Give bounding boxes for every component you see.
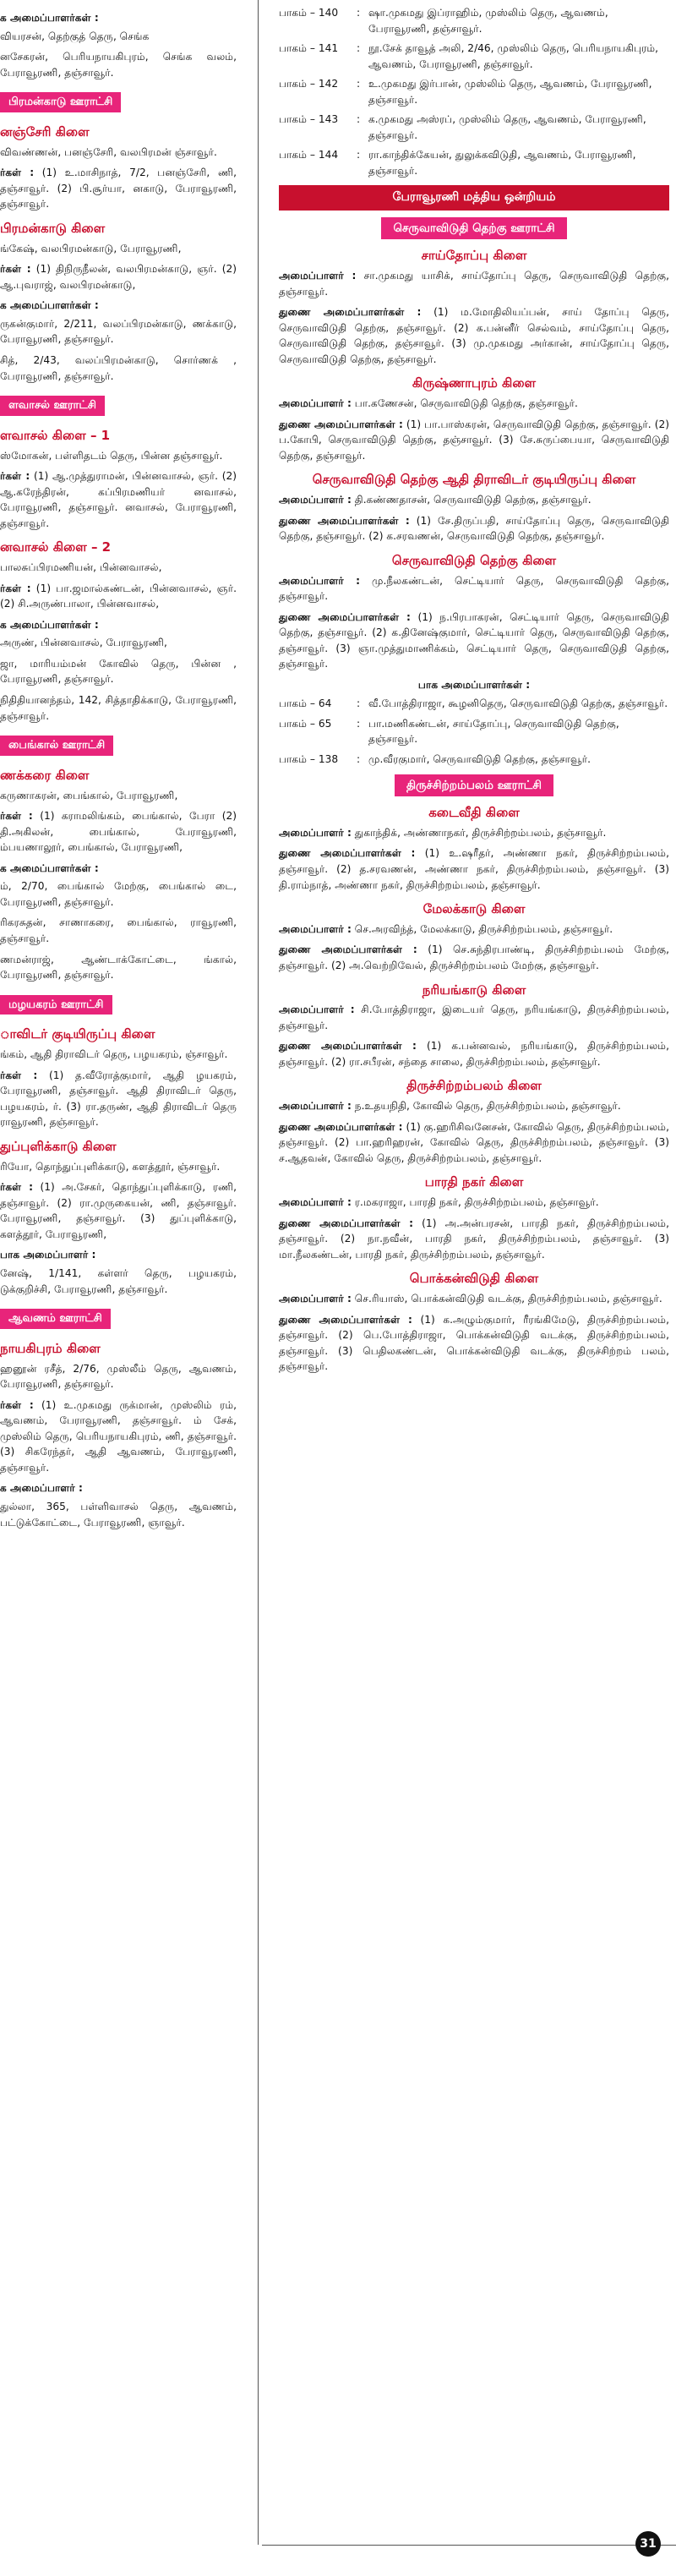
booth-number: பாகம் – 138 xyxy=(279,753,339,766)
role-label: அமைப்பாளர் : xyxy=(279,1293,352,1305)
role-label: துணை அமைப்பாளர்கள் : xyxy=(279,306,422,319)
booth-entry xyxy=(279,147,669,178)
member-paragraph xyxy=(0,1361,237,1392)
member-text: ர.மகராஜா, பாரதி நகர், திருச்சிற்றம்பலம், தஞ்சாவூர். xyxy=(351,1196,599,1209)
member-paragraph xyxy=(0,1266,237,1297)
role-label: அமைப்பாளர் : xyxy=(279,1100,352,1113)
member-paragraph xyxy=(279,573,669,604)
member-text: செ.ரியாஸ், பொக்கன்விடுதி வடக்கு, திருச்சிற்றம்பலம், தஞ்சாவூர். xyxy=(351,1293,662,1305)
panchayat-banner: ளவாசல் ஊராட்சி xyxy=(0,396,105,416)
booth-entry xyxy=(279,5,669,36)
role-label: அமைப்பாளர் : xyxy=(279,922,352,935)
member-paragraph xyxy=(0,145,237,161)
role-label: ர்கள் : xyxy=(0,263,31,276)
booth-details: வீ.போத்திராஜா, கூழனிதெரு, செருவாவிடுதி தெற்கு, தஞ்சாவூர். xyxy=(368,697,668,710)
member-text: னசேகரன், பெரியநாயகிபுரம், செங்க வலம், பேராவூரணி, தஞ்சாவூர். xyxy=(0,51,237,79)
branch-heading: ாவிடர் குடியிருப்பு கிளை xyxy=(0,1026,155,1042)
booth-colon: : xyxy=(357,78,361,90)
role-label: துணை அமைப்பாளர்கள் : xyxy=(279,610,411,623)
member-paragraph xyxy=(0,1179,237,1242)
booth-number: பாகம் – 140 xyxy=(279,7,339,19)
role-label: ர்கள் : xyxy=(0,1398,34,1411)
member-paragraph xyxy=(0,635,237,651)
member-paragraph xyxy=(279,1216,669,1263)
member-text: துல்லா, 365, பள்ளிவாசல் தெரு, ஆவணம், பட்டுக்கோட்டை, பேராவூரணி, ஞாவூர். xyxy=(0,1501,237,1529)
member-text: ஜா, மாரியம்மன் கோவில் தெரு, பின்ன , பேராவூரணி, தஞ்சாவூர். xyxy=(0,657,237,686)
member-paragraph xyxy=(279,1119,669,1167)
member-text: தி.கண்ணதாசன், செருவாவிடுதி தெற்கு, தஞ்சாவூர். xyxy=(351,494,592,506)
role-label: துணை அமைப்பாளர்கள் : xyxy=(279,1313,412,1326)
right-column xyxy=(272,0,669,2545)
booth-number: பாகம் – 144 xyxy=(279,149,339,161)
section-subheading: பாக அமைப்பாளர் : xyxy=(0,1249,96,1261)
role-label: ர்கள் : xyxy=(0,470,30,483)
member-text: (1) ம.மோதிலியப்பன், சாய் தோப்பு தெரு, செருவாவிடுதி தெற்கு, தஞ்சாவூர். (2) க.பன்னீர் செல்வம், சாய்தோப்பு தெரு, செருவாவிடுதி தெற்கு, தஞ்சாவூர். (3) மு.முகமது அர்கான், சாய்தோப்பு தெரு, செருவாவிடுதி தெற்கு, தஞ்சாவூர். xyxy=(279,306,669,365)
panchayat-banner: பிரமன்காடு ஊராட்சி xyxy=(0,92,121,112)
booth-number: பாகம் – 141 xyxy=(279,42,339,55)
member-text: (1) உ.ஷரீதர், அண்ணா நகர், திருச்சிற்றம்பலம், தஞ்சாவூர். (2) த.சரவணன், அண்ணா நகர், திருச்சிற்றம்பலம், தஞ்சாவூர். (3) தி.ராம்நாத், அண்ணா நகர், திருச்சிற்றம்பலம், தஞ்சாவூர். xyxy=(279,847,669,891)
member-text: ந.உதயநிதி, கோவில் தெரு, திருச்சிற்றம்பலம், தஞ்சாவூர். xyxy=(351,1100,621,1113)
panchayat-banner: திருச்சிற்றம்பலம் ஊராட்சி xyxy=(395,774,553,797)
role-label: அமைப்பாளர் : xyxy=(279,397,352,410)
member-text: ணமன்ராஜ், ஆண்டாக்கோட்டை, ங்கால், பேராவூரணி, தஞ்சாவூர். xyxy=(0,953,237,982)
union-banner: பேராவூரணி மத்திய ஒன்றியம் xyxy=(279,185,669,210)
role-label: அமைப்பாளர் : xyxy=(279,826,352,839)
member-paragraph xyxy=(0,49,237,80)
booth-details: பா.மணிகண்டன், சாய்தோப்பு, செருவாவிடுதி தெற்கு, தஞ்சாவூர். xyxy=(368,717,619,746)
member-paragraph xyxy=(279,396,669,412)
booth-details: நூ.சேக் தாவூத் அலி, 2/46, முஸ்லிம் தெரு, பெரியநாயகிபுரம், ஆவணம், பேராவூரணி, தஞ்சாவூர். xyxy=(368,42,659,70)
member-paragraph xyxy=(0,560,237,576)
member-paragraph xyxy=(279,1291,669,1307)
role-label: ர்கள் : xyxy=(0,1069,38,1081)
booth-colon: : xyxy=(357,42,361,55)
member-text: (1) கு.ஹரிசிவனேசன், கோவில் தெரு, திருச்சிற்றம்பலம், தஞ்சாவூர். (2) பா.ஹரிஹரன், கோவில் தெரு, திருச்சிற்றம்பலம், தஞ்சாவூர். (3) ச.ஆதவன், கோவில் தெரு, திருச்சிற்றம்பலம், தஞ்சாவூர். xyxy=(279,1120,669,1164)
member-paragraph xyxy=(279,1002,669,1033)
member-paragraph xyxy=(0,241,237,257)
member-paragraph xyxy=(279,922,669,938)
booth-details: க.முகமது அஸ்ரப், முஸ்லிம் தெரு, ஆவணம், பேராவூரணி, தஞ்சாவூர். xyxy=(368,113,646,141)
section-subheading: க அமைப்பாளர்கள் : xyxy=(0,12,99,24)
member-paragraph xyxy=(279,610,669,672)
member-text: மு.நீலகண்டன், செட்டியார் தெரு, செருவாவிடுதி தெற்கு, தஞ்சாவூர். xyxy=(279,574,669,603)
branch-heading: பாரதி நகர் கிளை xyxy=(424,1174,524,1190)
member-text: ங்கம், ஆதி திராவிடர் தெரு, பழயகரம், ஞ்சாவூர். xyxy=(0,1048,228,1061)
member-text: (1) திநிருநீலன், வலபிரமன்காடு, ஞர். (2) ஆ.புவராஜ், வலபிரமன்காடு, xyxy=(0,263,237,291)
left-column xyxy=(0,0,243,2545)
role-label: துணை அமைப்பாளர்கள் : xyxy=(279,1120,403,1133)
branch-heading: பிரமன்காடு கிளை xyxy=(0,220,106,236)
member-paragraph xyxy=(0,1499,237,1530)
branch-heading: செருவாவிடுதி தெற்கு ஆதி திராவிடர் குடியிருப்பு கிளை xyxy=(312,472,636,488)
branch-heading: துப்புளிக்காடு கிளை xyxy=(0,1138,117,1154)
member-text: ஹனூன் ரசீத், 2/76, முஸ்லீம் தெரு, ஆவணம், பேராவூரணி, தஞ்சாவூர். xyxy=(0,1362,237,1391)
member-paragraph xyxy=(0,915,237,946)
member-text: (1) ஆ.முத்துராமன், பின்னவாசல், ஞர். (2) ஆ.கரேந்திரன், கப்பிரமணியர் னவாசல், பேராவூரணி, தஞ்சாவூர். னவாசல், பேராவூரணி, தஞ்சாவூர். xyxy=(0,470,237,529)
member-text: (1) உ.முகமது ருக்மான், முஸ்லிம் ரம், ஆவணம், பேராவூரணி, தஞ்சாவூர். ம் சேக், முஸ்லிம் தெரு, பெரியநாயகிபுரம், ணி, தஞ்சாவூர். (3) சிகரேந்தர், ஆதி ஆவணம், பேராவூரணி, தஞ்சாவூர். xyxy=(0,1398,237,1474)
member-text: ம், 2/70, பைங்கால் மேற்கு, பைங்கால் டை, பேராவூரணி, தஞ்சாவூர். xyxy=(0,880,237,908)
panchayat-banner: செருவாவிடுதி தெற்கு ஊராட்சி xyxy=(381,217,566,240)
section-subheading: பாக அமைப்பாளர்கள் : xyxy=(417,678,531,691)
member-text: (1) க.பன்னவல், நரியங்காடு, திருச்சிற்றம்பலம், தஞ்சாவூர். (2) ரா.சபீரன், சந்தை சாலை, திருச்சிற்றம்பலம், தஞ்சாவூர். xyxy=(279,1040,669,1068)
booth-colon: : xyxy=(357,7,361,19)
member-text: (1) பா.பாஸ்கரன், செருவாவிடுதி தெற்கு, தஞ்சாவூர். (2) ப.கோபி, செருவாவிடுதி தெற்கு, தஞ்சாவூர். (3) சே.சுருப்பையா, செருவாவிடுதி தெற்கு, தஞ்சாவூர். xyxy=(279,418,669,462)
member-paragraph xyxy=(0,448,237,464)
role-label: துணை அமைப்பாளர்கள் : xyxy=(279,1217,414,1229)
branch-heading: னவாசல் கிளை – 2 xyxy=(0,539,112,555)
booth-details: உ.முகமது இர்பான், முஸ்லிம் தெரு, ஆவணம், பேராவூரணி, தஞ்சாவூர். xyxy=(368,78,652,106)
member-text: அருண், பின்னவாசல், பேராவூரணி, xyxy=(0,637,167,649)
branch-heading: நரியங்காடு கிளை xyxy=(422,982,526,998)
member-text: ரியோ, தொந்துப்புளிக்காடு, களத்தூர், ஞ்சாவூர். xyxy=(0,1160,221,1173)
member-paragraph xyxy=(0,878,237,910)
section-subheading: க அமைப்பாளர்கள் : xyxy=(0,618,99,631)
role-label: அமைப்பாளர் : xyxy=(279,494,352,506)
member-text: பாலசுப்பிரமணியன், பின்னவாசல், xyxy=(0,561,162,574)
role-label: ர்கள் : xyxy=(0,810,33,823)
member-text: (1) பா.ஜமால்கண்டன், பின்னவாசல், ஞர். (2) சி.அருண்பாலா, பின்னவாசல், xyxy=(0,582,237,610)
section-subheading: க அமைப்பாளர்கள் : xyxy=(0,861,99,874)
member-paragraph xyxy=(279,304,669,367)
role-label: துணை அமைப்பாளர்கள் : xyxy=(279,943,417,956)
member-text: ரிகரசுதன், சாணாகரை, பைங்கால், ராவூரணி, தஞ்சாவூர். xyxy=(0,916,237,945)
member-paragraph xyxy=(0,692,237,724)
booth-entry xyxy=(279,76,669,107)
booth-details: ஷா.முகமது இப்ராஹிம், முஸ்லிம் தெரு, ஆவணம், பேராவூரணி, தஞ்சாவூர். xyxy=(368,7,608,35)
booth-number: பாகம் – 64 xyxy=(279,697,332,710)
member-text: (1) அ.சேகர், தொந்துப்புளிக்காடு, ரணி, தஞ்சாவூர். (2) ரா.முருகையன், ணி, தஞ்சாவூர். பேராவூரணி, தஞ்சாவூர். (3) துப்புளிக்காடு, களத்தூர், பேராவூரணி, xyxy=(0,1181,237,1240)
member-text: சா.முகமது யாசிக், சாய்தோப்பு தெரு, செருவாவிடுதி தெற்கு, தஞ்சாவூர். xyxy=(279,270,669,298)
column-divider xyxy=(258,0,259,2545)
member-paragraph xyxy=(279,492,669,508)
booth-entry xyxy=(279,716,669,747)
booth-entry xyxy=(279,752,669,768)
role-label: துணை அமைப்பாளர்கள் : xyxy=(279,1040,417,1053)
booth-colon: : xyxy=(357,753,361,766)
booth-details: மு.வீரகுமார், செருவாவிடுதி தெற்கு, தஞ்சாவூர். xyxy=(368,753,591,766)
panchayat-banner: மழயகரம் ஊராட்சி xyxy=(0,995,112,1015)
section-subheading: க அமைப்பாளர்கள் : xyxy=(0,299,99,312)
branch-heading: சாய்தோப்பு கிளை xyxy=(421,248,527,264)
member-paragraph xyxy=(0,788,237,804)
member-paragraph xyxy=(0,261,237,293)
role-label: அமைப்பாளர் : xyxy=(279,1004,355,1016)
member-paragraph xyxy=(279,825,669,841)
member-text: (1) த.வீரோத்குமார், ஆதி ழயகரம், பேராவூரணி, தஞ்சாவூர். ஆதி திராவிடர் தெரு, பழயகரம், ர். (3) ரா.தருண், ஆதி திராவிடர் தெரு ராவூரணி, தஞ்சாவூர். xyxy=(0,1069,237,1129)
member-text: துகாந்திக், அண்ணாநகர், திருச்சிற்றம்பலம், தஞ்சாவூர். xyxy=(351,826,607,839)
member-paragraph xyxy=(0,808,237,856)
member-text: சி.போத்திராஜா, இடையர் தெரு, நரியங்காடு, திருச்சிற்றம்பலம், தஞ்சாவூர். xyxy=(279,1004,669,1031)
member-paragraph xyxy=(0,353,237,384)
member-text: (1) ந.பிரபாகரன், செட்டியார் தெரு, செருவாவிடுதி தெற்கு, தஞ்சாவூர். (2) க.தினேஷ்குமார், செட்டியார் தெரு, செருவாவிடுதி தெற்கு, தஞ்சாவூர். (3) ஞா.முத்துமாணிக்கம், செட்டியார் தெரு, செருவாவிடுதி தெற்கு, தஞ்சாவூர். xyxy=(279,610,669,670)
role-label: ர்கள் : xyxy=(0,167,35,179)
section-subheading: க அமைப்பாளர் : xyxy=(0,1482,83,1495)
branch-heading: நாயகிபுரம் கிளை xyxy=(0,1340,101,1356)
member-paragraph xyxy=(279,417,669,464)
member-paragraph xyxy=(279,1312,669,1375)
branch-heading: மேலக்காடு கிளை xyxy=(422,901,526,917)
member-text: செ.அரவிந்த், மேலக்காடு, திருச்சிற்றம்பலம், தஞ்சாவூர். xyxy=(351,922,613,935)
member-paragraph xyxy=(0,316,237,347)
member-text: விவண்ணன், பனஞ்சேரி, வலபிரமன் ஞ்சாவூர். xyxy=(0,145,217,158)
member-paragraph xyxy=(0,1159,237,1175)
booth-colon: : xyxy=(357,149,361,161)
member-text: சித், 2/43, வலப்பிரமன்காடு, சொர்ணக் , பேராவூரணி, தஞ்சாவூர். xyxy=(0,354,237,382)
booth-details: ரா.காந்திக்கேயன், துலுக்கவிடுதி, ஆவணம், பேராவூரணி, தஞ்சாவூர். xyxy=(368,149,636,177)
member-paragraph xyxy=(279,942,669,973)
booth-entry xyxy=(279,41,669,72)
member-paragraph xyxy=(0,952,237,983)
member-paragraph xyxy=(0,468,237,531)
booth-number: பாகம் – 142 xyxy=(279,78,339,90)
booth-colon: : xyxy=(357,697,361,710)
branch-heading: செருவாவிடுதி தெற்கு கிளை xyxy=(391,552,557,568)
role-label: துணை அமைப்பாளர்கள் : xyxy=(279,514,410,527)
role-label: அமைப்பாளர் : xyxy=(279,270,357,282)
member-paragraph xyxy=(279,1195,669,1211)
role-label: துணை அமைப்பாளர்கள் : xyxy=(279,418,403,430)
role-label: அமைப்பாளர் : xyxy=(279,1196,352,1209)
member-paragraph xyxy=(279,1038,669,1069)
member-paragraph xyxy=(279,268,669,299)
member-text: பா.கணேசன், செருவாவிடுதி தெற்கு, தஞ்சாவூர். xyxy=(351,397,578,410)
member-text: (1) சே.திருப்பதி, சாய்தோப்பு தெரு, செருவாவிடுதி தெற்கு, தஞ்சாவூர். (2) க.சரவணன், செருவாவிடுதி தெற்கு, தஞ்சாவூர். xyxy=(279,514,669,543)
member-paragraph xyxy=(279,1098,669,1114)
booth-entry xyxy=(279,696,669,712)
member-text: (1) உ.மாசிநாத், 7/2, பனஞ்சேரி, ணி, தஞ்சாவூர். (2) பி.சூர்யா, னகாடு, பேராவூரணி, தஞ்சாவூர். xyxy=(0,167,237,211)
member-text: னேஷ், 1/141, கள்ளர் தெரு, பழயகரம், டுக்குறிச்சி, பேராவூரணி, தஞ்சாவூர். xyxy=(0,1267,237,1295)
branch-heading: பொக்கன்விடுதி கிளை xyxy=(409,1271,539,1287)
page-number-badge: 31 xyxy=(635,2531,661,2557)
member-text: ருகன்குமார், 2/211, வலப்பிரமன்காடு, ணக்காடு, பேராவூரணி, தஞ்சாவூர். xyxy=(0,317,237,346)
booth-entry xyxy=(279,112,669,143)
role-label: அமைப்பாளர் : xyxy=(279,574,360,587)
panchayat-banner: ஆவணம் ஊராட்சி xyxy=(0,1309,111,1329)
booth-colon: : xyxy=(357,717,361,730)
bottom-rule xyxy=(262,2545,676,2546)
member-text: நிதிதியானந்தம், 142, சித்தாதிக்காடு, பேராவூரணி, தஞ்சாவூர். xyxy=(0,694,237,722)
member-paragraph xyxy=(279,513,669,544)
member-text: (1) கராமலிங்கம், பைங்கால், பேரா (2) தி.அகிலன், பைங்கால், பேராவூரணி, ம்பயணாலூர், பைங்கால், பேராவூரணி, xyxy=(0,810,237,854)
member-paragraph xyxy=(0,1068,237,1130)
branch-heading: னஞ்சேரி கிளை xyxy=(0,123,90,139)
branch-heading: ளவாசல் கிளை – 1 xyxy=(0,427,111,443)
booth-number: பாகம் – 65 xyxy=(279,717,332,730)
member-paragraph xyxy=(0,165,237,212)
member-paragraph xyxy=(279,845,669,893)
member-text: (1) செ.சுந்திரபாண்டி, திருச்சிற்றம்பலம் மேற்கு, தஞ்சாவூர். (2) அ.வெற்றிவேல், திருச்சிற்றம்பலம் மேற்கு, தஞ்சாவூர். xyxy=(279,943,669,971)
member-text: வியரசன், தெற்குத் தெரு, செங்க xyxy=(0,30,150,42)
role-label: துணை அமைப்பாளர்கள் : xyxy=(279,847,416,860)
member-paragraph xyxy=(0,581,237,612)
branch-heading: கிருஷ்ணாபுரம் கிளை xyxy=(412,375,537,391)
role-label: ர்கள் : xyxy=(0,1181,33,1194)
member-text: (1) க.அழும்குமார், ரீரங்கிமேடு, திருச்சிற்றம்பலம், தஞ்சாவூர். (2) பெ.போத்திராஜா, பொக்கன்விடுதி வடக்கு, திருச்சிற்றம்பலம், தஞ்சாவூர். (3) பெதிலகண்டன், பொக்கன்விடுதி வடக்கு, திருச்சிற்றம் பலம், தஞ்சாவூர். xyxy=(279,1313,669,1373)
member-text: கருணாகரன், பைங்கால், பேராவூரணி, xyxy=(0,789,178,801)
member-text: ஸ்மோகன், பள்ளிதடம் தெரு, பின்ன தஞ்சாவூர். xyxy=(0,449,223,462)
booth-number: பாகம் – 143 xyxy=(279,113,339,126)
booth-colon: : xyxy=(357,113,361,126)
branch-heading: ணக்கரை கிளை xyxy=(0,767,90,783)
role-label: ர்கள் : xyxy=(0,582,31,594)
branch-heading: திருச்சிற்றம்பலம் கிளை xyxy=(406,1078,542,1094)
member-paragraph xyxy=(0,29,237,45)
member-paragraph xyxy=(0,656,237,687)
member-text: (1) அ.அன்பரசன், பாரதி நகர், திருச்சிற்றம்பலம், தஞ்சாவூர். (2) நா.நவீன், பாரதி நகர், திருச்சிற்றம்பலம், தஞ்சாவூர். (3) மா.நீலகண்டன், பாரதி நகர், திருச்சிற்றம்பலம், தஞ்சாவூர். xyxy=(279,1217,669,1261)
member-paragraph xyxy=(0,1397,237,1476)
member-paragraph xyxy=(0,1047,237,1063)
panchayat-banner: பைங்கால் ஊராட்சி xyxy=(0,736,113,756)
branch-heading: கடைவீதி கிளை xyxy=(428,805,520,821)
member-text: ங்கேஷ், வலபிரமன்காடு, பேராவூரணி, xyxy=(0,242,182,254)
